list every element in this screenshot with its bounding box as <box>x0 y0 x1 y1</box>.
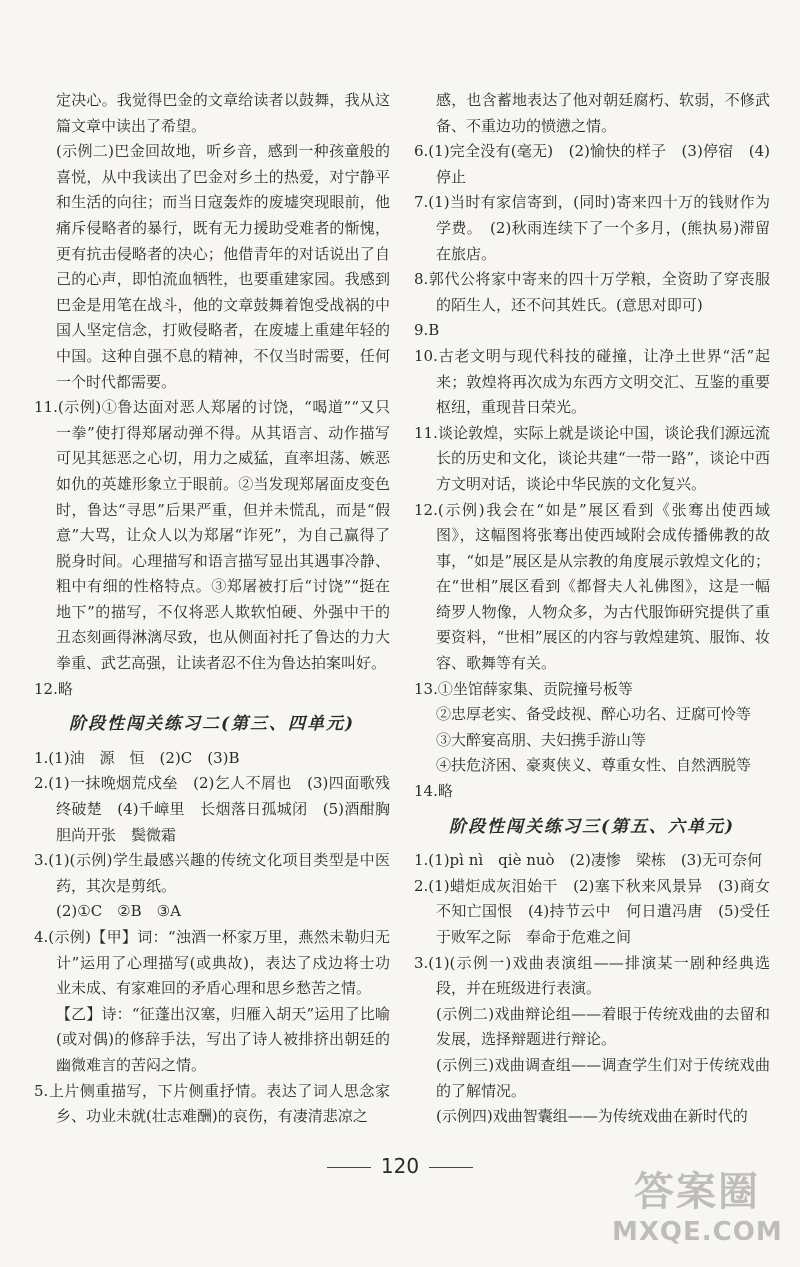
section-heading: 阶段性闯关练习二(第三、四单元) <box>68 714 356 735</box>
answer-paragraph: (示例四)戏曲智囊组——为传统戏曲在新时代的 <box>436 1107 748 1126</box>
answer-paragraph: (2)①C ②B ③A <box>56 902 181 921</box>
answer-paragraph: 7.(1)当时有家信寄到，(同时)寄来四十万的钱财作为学费。 (2)秋雨连续下了一个多月，(熊执易)滞留在旅店。 <box>414 193 770 263</box>
answer-paragraph: 3.(1)(示例一)戏曲表演组——排演某一剧种经典选段，并在班级进行表演。 <box>414 953 770 998</box>
answer-paragraph: 5.上片侧重描写，下片侧重抒情。表达了词人思念家乡、功业未就(壮志难酬)的哀伤，有凄清悲凉之 <box>34 1081 390 1126</box>
answer-paragraph: 3.(1)(示例)学生最感兴趣的传统文化项目类型是中医药，其次是剪纸。 <box>34 851 390 895</box>
answer-paragraph: 2.(1)一抹晚烟荒戍垒 (2)乞人不屑也 (3)四面歌残终破楚 (4)千嶂里 长烟落日孤城闭 (5)酒酣胸胆尚开张 鬓微霜 <box>34 774 390 844</box>
watermark-logo <box>612 1168 782 1260</box>
answer-paragraph: 1.(1)油 源 恒 (2)C (3)B <box>34 748 240 767</box>
answer-paragraph: 2.(1)蜡炬成灰泪始干 (2)塞下秋来风景异 (3)商女不知亡国恨 (4)持节云中 何日遣冯唐 (5)受任于败军之际 奉命于危难之间 <box>414 876 770 946</box>
answer-paragraph: 13.①坐馆薛家集、贡院撞号板等 <box>414 679 633 698</box>
answer-paragraph: 12.(示例)我会在“如是”展区看到《张骞出使西域图》，这幅图将张骞出使西域附会成传播佛教的故事，“如是”展区是从宗教的角度展示敦煌文化的；在“世相”展区看到《都督夫人礼佛图》，这是一幅绮罗人物像，人物众多，为古代服饰研究提供了重要资料，“世相”展区的内容与敦煌建筑、服饰、妆容、歌舞等有关。 <box>414 500 770 673</box>
answer-paragraph: 4.(示例)【甲】词：“浊酒一杯家万里，燕然未勒归无计”运用了心理描写(或典故)，表达了戍边将士功业未成、有家难回的矛盾心理和思乡愁苦之情。 <box>34 928 390 998</box>
answer-paragraph: 12.略 <box>34 679 73 698</box>
section-heading: 阶段性闯关练习三(第五、六单元) <box>448 816 736 837</box>
answer-paragraph: 14.略 <box>414 782 453 801</box>
answer-paragraph: (示例二)巴金回故地，听乡音，感到一种孩童般的喜悦，从中我读出了巴金对乡土的热爱，对宁静平和生活的向往；而当日寇轰炸的废墟突现眼前，他痛斥侵略者的暴行，既有无力援助受难者的惭愧，更有抗击侵略者的决心；他借青年的对话说出了自己的心声，即怕流血牺牲，也要重建家园。我感到巴金是用笔在战斗，他的文章鼓舞着饱受战祸的中国人坚定信念，打败侵略者，在废墟上重建年轻的中国。这种自强不息的精神，不仅当时需要，任何一个时代都需要。 <box>56 142 390 391</box>
answer-paragraph: 6.(1)完全没有(毫无) (2)愉快的样子 (3)停宿 (4)停止 <box>414 142 770 186</box>
footer-rule-right <box>429 1167 473 1168</box>
answer-paragraph: 11.谈论敦煌，实际上就是谈论中国，谈论我们源远流长的历史和文化，谈论共建“一带一路”，谈论中西方文明对话，谈论中华民族的文化复兴。 <box>414 423 770 493</box>
answer-paragraph: 定决心。我觉得巴金的文章给读者以鼓舞，我从这篇文章中读出了希望。 <box>56 91 390 135</box>
answer-paragraph: ②忠厚老实、备受歧视、醉心功名、迂腐可怜等 <box>436 705 752 724</box>
answer-paragraph: (示例二)戏曲辩论组——着眼于传统戏曲的去留和发展，选择辩题进行辩论。 <box>436 1004 770 1049</box>
answer-paragraph: ④扶危济困、豪爽侠义、尊重女性、自然洒脱等 <box>436 756 752 775</box>
watermark-logo-text: 答案圈 <box>634 1169 760 1215</box>
left-column <box>34 88 390 1130</box>
answer-paragraph: 11.(示例)①鲁达面对恶人郑屠的讨饶，“喝道”“又只一拳”使打得郑屠动弹不得。从其语言、动作描写可见其惩恶之心切，用力之威猛，直率坦荡、嫉恶如仇的英雄形象立于眼前。②当发现郑屠面皮变色时，鲁达“寻思”后果严重，但并未慌乱，而是“假意”大骂，让众人以为郑屠“诈死”，为自己赢得了脱身时间。心理描写和语言描写显出其遇事冷静、粗中有细的性格特点。③郑屠被打后“讨饶”“挺在地下”的描写，不仅将恶人欺软怕硬、外强中干的丑态刻画得淋漓尽致，也从侧面衬托了鲁达的力大拳重、武艺高强，让读者忍不住为鲁达拍案叫好。 <box>34 398 390 673</box>
answer-paragraph: 【乙】诗：“征蓬出汉塞，归雁入胡天”运用了比喻(或对偶)的修辞手法，写出了诗人被排挤出朝廷的幽微难言的苦闷之情。 <box>56 1004 390 1074</box>
answer-paragraph: 10.古老文明与现代科技的碰撞，让净土世界“活”起来；敦煌将再次成为东西方文明交汇、互鉴的重要枢纽，重现昔日荣光。 <box>414 346 770 417</box>
watermark-url: MXQE.COM <box>612 1217 783 1247</box>
page-number: 120 <box>380 1154 420 1178</box>
answer-paragraph: 8.郭代公将家中寄来的四十万学粮，全资助了穿丧服的陌生人，还不问其姓氏。(意思对即可) <box>414 270 770 314</box>
answer-paragraph: 1.(1)pì nì qiè nuò (2)凄惨 梁栋 (3)无可奈何 <box>414 851 763 870</box>
answer-paragraph: ③大醉宴高朋、夫妇携手游山等 <box>436 730 647 749</box>
answer-paragraph: (示例三)戏曲调查组——调查学生们对于传统戏曲的了解情况。 <box>436 1055 770 1100</box>
right-column <box>414 88 770 1130</box>
answer-paragraph: 9.B <box>414 321 440 340</box>
answer-paragraph: 感，也含蓄地表达了他对朝廷腐朽、软弱，不修武备、不重边功的愤懑之情。 <box>436 91 770 135</box>
footer-rule-left <box>327 1167 371 1168</box>
